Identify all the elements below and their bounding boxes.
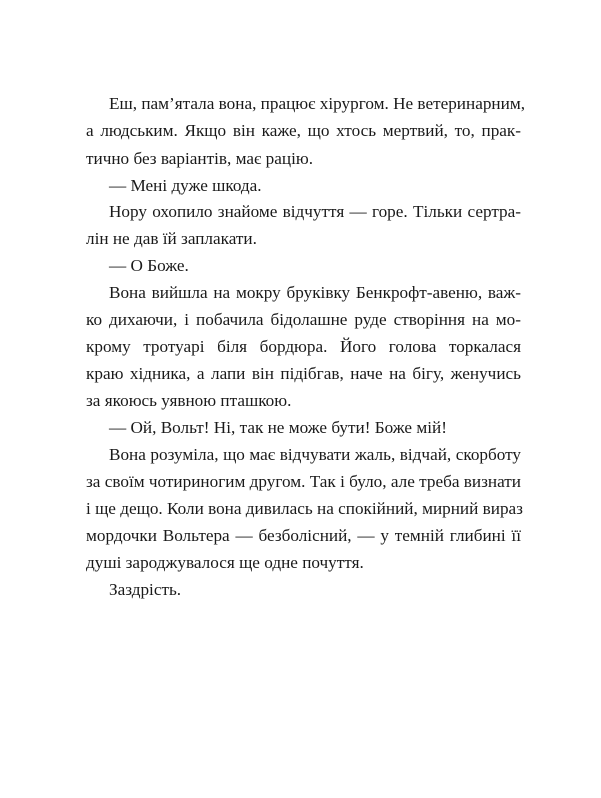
text-line: Нору охопило знайоме відчуття — горе. Тільки сертра- xyxy=(109,202,521,221)
text-line: ко дихаючи, і побачила бідолашне руде створіння на мо- xyxy=(86,310,521,329)
text-line: — О Боже. xyxy=(109,256,189,275)
text-line: Вона вийшла на мокру бруківку Бенкрофт-авеню, важ- xyxy=(109,283,521,302)
text-line: за своїм чотириногим другом. Так і було, але треба визнати xyxy=(86,472,521,491)
text-line: крому тротуарі біля бордюра. Його голова торкалася xyxy=(86,337,521,356)
text-line: лін не дав їй заплакати. xyxy=(86,229,257,248)
text-line: — Мені дуже шкода. xyxy=(109,176,262,195)
text-line: Еш, пам’ятала вона, працює хірургом. Не ветеринарним, xyxy=(109,94,525,113)
text-line: за якоюсь уявною пташкою. xyxy=(86,391,292,410)
text-line: а людським. Якщо він каже, що хтось мертвий, то, прак- xyxy=(86,121,521,140)
text-line: тично без варіантів, має рацію. xyxy=(86,149,313,168)
text-line: Вона розуміла, що має відчувати жаль, відчай, скорботу xyxy=(109,445,521,464)
text-line: Заздрість. xyxy=(109,580,182,599)
text-line: і ще дещо. Коли вона дивилась на спокійний, мирний вираз xyxy=(86,499,523,518)
text-line: душі зароджувалося ще одне почуття. xyxy=(86,553,364,572)
text-line: краю хідника, а лапи він підібгав, наче на бігу, женучись xyxy=(86,364,521,383)
text-line: — Ой, Вольт! Ні, так не може бути! Боже мій! xyxy=(109,418,447,437)
text-line: мордочки Вольтера — безболісний, — у темній глибині її xyxy=(86,526,521,545)
